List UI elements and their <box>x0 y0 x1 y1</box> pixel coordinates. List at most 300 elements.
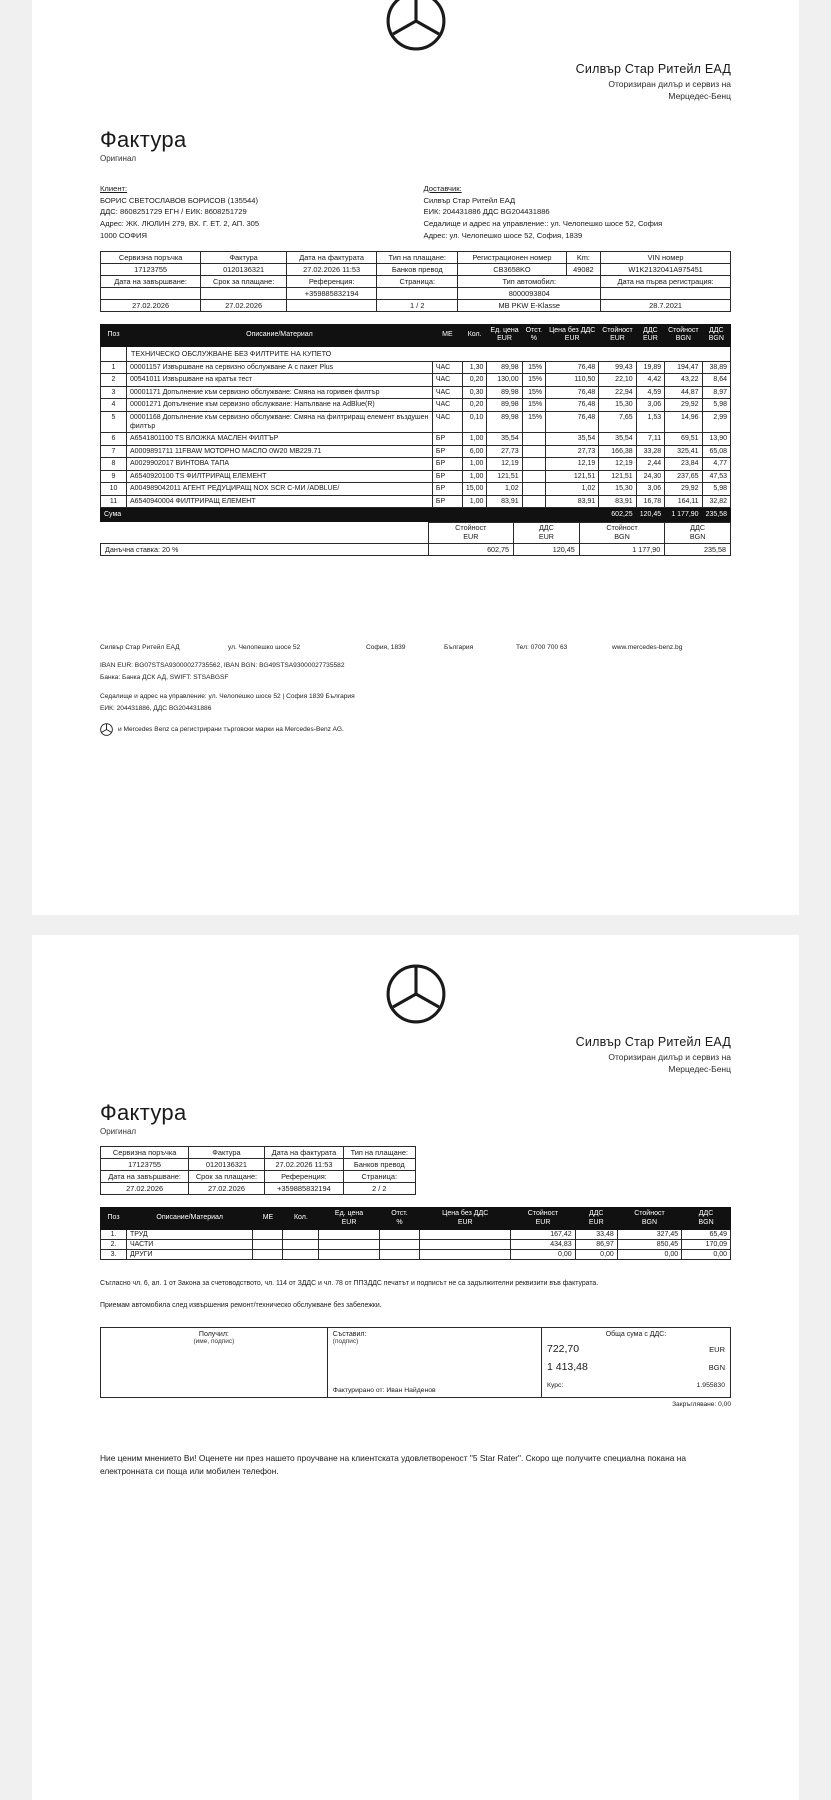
supplier-label: Доставчик: <box>423 183 462 193</box>
col-header-discount-l1: Отст. <box>525 326 543 334</box>
tax-value-bgn: 1 177,90 <box>579 543 664 555</box>
row2-price-no-vat <box>420 1230 511 1240</box>
row-value-eur: 83,91 <box>599 495 636 507</box>
footer-company: Силвър Стар Ритейл ЕАД <box>100 643 180 651</box>
meta-value-invoice: 0120136321 <box>201 263 287 275</box>
meta-value-registration: CB3658KO <box>458 263 566 275</box>
row-discount <box>522 495 545 507</box>
invoice-meta-table <box>100 251 731 312</box>
meta-header-due-date: Срок за плащане: <box>201 275 287 287</box>
row-qty: 1,00 <box>462 458 487 470</box>
row-unit: БР <box>432 483 462 495</box>
dealer-line-2: Мерцедес-Бенц <box>668 91 731 102</box>
row-qty: 0,10 <box>462 411 487 433</box>
col-header-unit-price-l2: EUR <box>497 335 512 343</box>
row-value-eur: 166,38 <box>599 445 636 457</box>
row2-unit-price <box>319 1250 380 1260</box>
row2-unit <box>253 1250 283 1260</box>
col2-header-description <box>127 1207 253 1230</box>
client-city: 1000 СОФИЯ <box>100 230 147 240</box>
composer-box[interactable] <box>327 1328 541 1398</box>
row-price-no-vat: 83,91 <box>546 495 599 507</box>
total-eur-line <box>547 1343 725 1355</box>
sum-vat-eur: 120,45 <box>636 508 664 522</box>
row2-qty <box>283 1240 319 1250</box>
meta2-header-due-date: Срок за плащане: <box>189 1170 265 1182</box>
tax-header-vat-bgn-l2: BGN <box>689 532 706 542</box>
col2-header-unit <box>253 1207 283 1230</box>
sum-value-eur: 602,25 <box>599 508 636 522</box>
row-unit: БР <box>432 433 462 445</box>
col-header-unit <box>432 324 462 347</box>
row-qty: 1,30 <box>462 361 487 373</box>
row-value-eur: 121,51 <box>599 470 636 482</box>
client-name: БОРИС СВЕТОСЛАВОВ БОРИСОВ (135544) <box>100 195 259 205</box>
meta-header-completion-date: Дата на завършване: <box>101 275 201 287</box>
row-price-no-vat: 12,19 <box>546 458 599 470</box>
meta-value-car-model: MB PKW E-Klasse <box>458 299 601 311</box>
meta2-header-row-1 <box>101 1146 416 1158</box>
row-value-bgn: 44,87 <box>665 386 702 398</box>
meta-header-reference: Референция: <box>287 275 377 287</box>
row-discount: 15% <box>522 361 545 373</box>
tax-header-value-bgn-l2: BGN <box>614 532 630 542</box>
receiver-sublabel: (име, подпис) <box>193 1338 235 1346</box>
row-pos: 1 <box>101 361 127 373</box>
col2-header-discount <box>379 1207 419 1230</box>
row-price-no-vat: 27,73 <box>546 445 599 457</box>
meta-value-payment-type: Банков превод <box>377 263 458 275</box>
signature-table <box>100 1327 731 1398</box>
row2-qty <box>283 1230 319 1240</box>
row2-value-eur: 0,00 <box>511 1250 575 1260</box>
meta-header-vin: VIN номер <box>601 251 731 263</box>
line-items-table <box>100 324 731 523</box>
row-pos: 2 <box>101 374 127 386</box>
tax-vat-eur: 120,45 <box>514 543 580 555</box>
tax-header-value-eur-l1: Стойност <box>455 523 487 533</box>
meta2-value-reference: +359885832194 <box>264 1182 343 1194</box>
row-unit-price: 89,98 <box>487 411 522 433</box>
col2-header-description-l1: Описание/Материал <box>156 1214 224 1222</box>
col-header-value-eur <box>599 324 636 347</box>
meta2-value-row-1 <box>101 1158 416 1170</box>
meta2-header-invoice-date: Дата на фактурата <box>264 1146 343 1158</box>
meta2-header-completion-date: Дата на завършване: <box>101 1170 189 1182</box>
row-unit-price: 12,19 <box>487 458 522 470</box>
row-vat-bgn: 47,53 <box>702 470 730 482</box>
row-value-eur: 12,19 <box>599 458 636 470</box>
meta2-value-completion-date: 27.02.2026 <box>101 1182 189 1194</box>
table-row <box>101 361 731 373</box>
row2-value-eur: 434,83 <box>511 1240 575 1250</box>
meta2-value-payment-type: Банков превод <box>344 1158 415 1170</box>
total-currency-eur: EUR <box>709 1345 725 1355</box>
table-row <box>101 1230 731 1240</box>
row2-qty <box>283 1250 319 1260</box>
col2-header-value-bgn-l1: Стойност <box>634 1209 665 1217</box>
page2-right-margin <box>799 935 831 1800</box>
page-subtitle-2: Оригинал <box>100 1126 137 1136</box>
tax-summary-spacer <box>101 523 429 543</box>
col-header-vat-eur-l2: EUR <box>643 335 658 343</box>
row-value-bgn: 43,22 <box>665 374 702 386</box>
col-header-vat-bgn <box>702 324 730 347</box>
table-row <box>101 495 731 507</box>
exchange-rate-value: 1.955830 <box>696 1382 725 1390</box>
col-header-pos <box>101 324 127 347</box>
customer-survey-note: Ние ценим мнението Ви! Оценете ни през нашето проучване на клиентската удовлетвореност "5 Star Rater". Скоро ще получите специална покана на електронната си поща или мобилен телефон. <box>100 1453 686 1477</box>
meta-value-first-registration: 28.7.2021 <box>601 299 731 311</box>
row-discount <box>522 470 545 482</box>
row-qty: 6,00 <box>462 445 487 457</box>
row-value-eur: 22,10 <box>599 374 636 386</box>
tax-rate-label: Данъчна ставка: 20 % <box>101 543 429 555</box>
meta-value-km: 49082 <box>566 263 601 275</box>
row-vat-eur: 4,42 <box>636 374 664 386</box>
row-value-bgn: 29,92 <box>665 399 702 411</box>
table-row <box>101 1250 731 1260</box>
col2-header-discount-l1: Отст. <box>391 1209 408 1217</box>
row-vat-eur: 3,06 <box>636 483 664 495</box>
col2-header-discount-l2: % <box>396 1218 403 1226</box>
row-vat-bgn: 8,97 <box>702 386 730 398</box>
page-right-margin <box>799 0 831 915</box>
row-qty: 1,00 <box>462 495 487 507</box>
row2-unit <box>253 1230 283 1240</box>
row-value-bgn: 237,65 <box>665 470 702 482</box>
row-value-bgn: 29,92 <box>665 483 702 495</box>
summary-items-header <box>101 1207 731 1230</box>
col-header-description <box>127 324 433 347</box>
line-items-sum-row <box>101 508 731 522</box>
meta-value-reference: +359885832194 <box>287 287 377 299</box>
line-items-body <box>101 347 731 522</box>
footer-trademark-text: и Mercedes Benz са регистрирани търговски марки на Mercedes-Benz AG. <box>118 726 344 734</box>
meta-header-row-2 <box>101 275 731 287</box>
meta2-value-row-2 <box>101 1182 416 1194</box>
row-value-bgn: 325,41 <box>665 445 702 457</box>
row-description: A6540940004 ФИЛТРИРАЩ ЕЛЕМЕНТ <box>127 495 433 507</box>
row-unit-price: 89,98 <box>487 386 522 398</box>
row-unit: ЧАС <box>432 386 462 398</box>
row-unit: БР <box>432 495 462 507</box>
row-discount: 15% <box>522 386 545 398</box>
meta-header-invoice-date: Дата на фактурата <box>287 251 377 263</box>
col2-header-vat-bgn-l2: BGN <box>698 1218 714 1226</box>
row-description: A0029902017 ВИНТОВА ТАПА <box>127 458 433 470</box>
meta-value-vin: W1K2132041A975451 <box>601 263 731 275</box>
row-vat-bgn: 32,82 <box>702 495 730 507</box>
meta-value-page: 1 / 2 <box>377 299 458 311</box>
col-header-unit-l1: ME <box>442 330 453 338</box>
receiver-label: Получил: <box>198 1331 229 1339</box>
row-price-no-vat: 76,48 <box>546 361 599 373</box>
tax-value-eur: 602,75 <box>428 543 513 555</box>
col2-header-price-no-vat <box>420 1207 511 1230</box>
page-left-margin <box>0 0 32 915</box>
brand-logo-container-2 <box>100 963 731 1025</box>
line-items-group-row <box>101 347 731 362</box>
summary-items-table <box>100 1207 731 1261</box>
total-currency-bgn: BGN <box>708 1363 725 1373</box>
dealer-name: Силвър Стар Ритейл ЕАД <box>575 1035 731 1049</box>
row-pos: 10 <box>101 483 127 495</box>
row-qty: 0,30 <box>462 386 487 398</box>
tax-header-vat-bgn-l1: ДДС <box>690 523 706 533</box>
meta2-value-service-order: 17123755 <box>101 1158 189 1170</box>
tax-summary-table <box>100 522 731 555</box>
col2-header-price-no-vat-l1: Цена без ДДС <box>442 1209 489 1217</box>
row-qty: 1,00 <box>462 433 487 445</box>
meta2-header-row-2 <box>101 1170 416 1182</box>
row2-description: ТРУД <box>127 1230 253 1240</box>
col-header-pos-l1: Поз <box>107 330 120 338</box>
meta2-value-invoice-date: 27.02.2026 11:53 <box>264 1158 343 1170</box>
row-qty: 1,00 <box>462 470 487 482</box>
group-pos-cell <box>101 347 127 362</box>
row-description: A6541801100 TS ВЛОЖКА МАСЛЕН ФИЛТЪР <box>127 433 433 445</box>
row-value-eur: 35,54 <box>599 433 636 445</box>
tax-vat-bgn: 235,58 <box>665 543 731 555</box>
row-vat-bgn: 8,64 <box>702 374 730 386</box>
meta-value-row-2b <box>101 299 731 311</box>
supplier-block <box>416 183 732 242</box>
row-value-bgn: 194,47 <box>665 361 702 373</box>
meta-header-registration: Регистрационен номер <box>458 251 566 263</box>
row-price-no-vat: 76,48 <box>546 386 599 398</box>
row-price-no-vat: 110,50 <box>546 374 599 386</box>
row-unit: ЧАС <box>432 411 462 433</box>
row-unit-price: 83,91 <box>487 495 522 507</box>
footer-street: ул. Челопешко шосе 52 <box>228 643 301 651</box>
total-box <box>541 1328 730 1398</box>
col2-header-value-bgn-l2: BGN <box>641 1218 658 1226</box>
row-vat-eur: 33,28 <box>636 445 664 457</box>
rounding-label: Закръгляване: <box>672 1401 717 1409</box>
table-row <box>101 374 731 386</box>
summary-items-header-row <box>101 1207 731 1230</box>
col-header-description-l1: Описание/Материал <box>246 330 313 338</box>
row-value-eur: 22,94 <box>599 386 636 398</box>
footer-seat: Седалище и адрес на управление: ул. Челопешко шосе 52 | София 1839 България <box>100 693 355 701</box>
col-header-value-eur-l2: EUR <box>610 335 625 343</box>
row-value-eur: 15,30 <box>599 399 636 411</box>
footer-eik: ЕИК: 204431886, ДДС BG204431886 <box>100 704 212 712</box>
row-qty: 0,20 <box>462 374 487 386</box>
col2-header-vat-bgn <box>682 1207 731 1230</box>
meta-value-due-date: 27.02.2026 <box>201 299 287 311</box>
row-unit-price: 130,00 <box>487 374 522 386</box>
row2-pos: 3. <box>101 1250 127 1260</box>
row-unit: БР <box>432 445 462 457</box>
footer-contact-row <box>100 642 731 654</box>
tax-summary-value-row <box>101 543 731 555</box>
row-description: 00001168 Допълнение към сервизно обслужване: Смяна на филтриращ елемент въздушен филтър <box>127 411 433 433</box>
col2-header-unit-price <box>319 1207 380 1230</box>
footer-iban: IBAN EUR: BG07STSA93000027735562, IBAN BGN: BG49STSA93000027735582 <box>100 662 345 670</box>
row2-description: ДРУГИ <box>127 1250 253 1260</box>
row-description: A0009891711 11FBAW МОТОРНО МАСЛО 0W20 MB229.71 <box>127 445 433 457</box>
sum-vat-bgn: 235,58 <box>702 508 730 522</box>
row-pos: 11 <box>101 495 127 507</box>
meta-header-row-1 <box>101 251 731 263</box>
row-discount <box>522 458 545 470</box>
table-row <box>101 386 731 398</box>
row-unit-price: 35,54 <box>487 433 522 445</box>
total-amount-bgn: 1 413,48 <box>546 1361 588 1374</box>
col2-header-unit-price-l2: EUR <box>341 1218 357 1226</box>
col-header-price-no-vat-l1: Цена без ДДС <box>549 326 596 334</box>
row2-value-eur: 167,42 <box>511 1230 575 1240</box>
invoice-page-2 <box>0 935 831 1800</box>
summary-items-body <box>101 1230 731 1260</box>
dealer-block <box>100 60 731 103</box>
row2-pos: 2. <box>101 1240 127 1250</box>
tax-header-value-eur <box>428 523 513 543</box>
footer-country: България <box>444 643 474 651</box>
col-header-price-no-vat-l2: EUR <box>564 335 580 343</box>
col-header-vat-eur-l1: ДДС <box>643 326 658 334</box>
page-subtitle: Оригинал <box>100 153 137 163</box>
meta-spacer-page <box>377 287 458 299</box>
meta-header-service-order: Сервизна поръчка <box>101 251 201 263</box>
row2-vat-eur: 86,97 <box>575 1240 617 1250</box>
row-value-eur: 7,65 <box>599 411 636 433</box>
row-vat-bgn: 4,77 <box>702 458 730 470</box>
table-row <box>101 445 731 457</box>
col2-header-vat-eur-l1: ДДС <box>588 1209 604 1217</box>
col2-header-qty <box>283 1207 319 1230</box>
row-unit-price: 89,98 <box>487 361 522 373</box>
row2-unit-price <box>319 1240 380 1250</box>
footer-phone: Тел: 0700 700 63 <box>516 643 568 651</box>
row-price-no-vat: 35,54 <box>546 433 599 445</box>
row-description: A004989042011 АГЕНТ РЕДУЦИРАЩ NOX SCR C-МИ /ADBLUE/ <box>127 483 433 495</box>
supplier-address: Адрес: ул. Челопешко шосе 52, София, 1839 <box>423 230 583 240</box>
dealer-block-2 <box>100 1033 731 1076</box>
mercedes-benz-star-icon <box>385 963 447 1025</box>
meta-spacer-completion <box>101 287 201 299</box>
row-vat-bgn: 2,99 <box>702 411 730 433</box>
col2-header-value-eur-l1: Стойност <box>527 1209 559 1217</box>
row-description: 00541011 Извършване на кратък тест <box>127 374 433 386</box>
meta-header-km: Km: <box>566 251 601 263</box>
col-header-value-bgn-l2: BGN <box>675 335 691 343</box>
meta2-value-due-date: 27.02.2026 <box>189 1182 265 1194</box>
page-footer <box>100 642 731 737</box>
meta2-header-payment-type: Тип на плащане: <box>344 1146 415 1158</box>
row-vat-bgn: 5,98 <box>702 483 730 495</box>
line-items-header-row <box>101 324 731 347</box>
col-header-discount-l2: % <box>530 335 537 343</box>
invoiced-by: Фактурирано от: Иван Найденов <box>332 1387 436 1395</box>
table-row <box>101 458 731 470</box>
table-row <box>101 411 731 433</box>
dealer-line-2: Мерцедес-Бенц <box>668 1064 731 1075</box>
footer-bank: Банка: Банка ДСК АД, SWIFT: STSABGSF <box>100 673 229 681</box>
row-unit: БР <box>432 470 462 482</box>
tax-header-vat-eur-l1: ДДС <box>538 523 554 533</box>
meta-header-car-type: Тип автомобил: <box>458 275 601 287</box>
meta-value-row-2a <box>101 287 731 299</box>
row-qty: 15,00 <box>462 483 487 495</box>
row-discount: 15% <box>522 374 545 386</box>
col-header-value-eur-l1: Стойност <box>602 326 633 334</box>
meta-header-payment-type: Тип на плащане: <box>377 251 458 263</box>
row2-value-bgn: 0,00 <box>617 1250 681 1260</box>
row-vat-eur: 3,06 <box>636 399 664 411</box>
col2-header-price-no-vat-l2: EUR <box>457 1218 473 1226</box>
row2-pos: 1. <box>101 1230 127 1240</box>
col2-header-qty-l1: Кол. <box>293 1214 308 1222</box>
rounding-line <box>100 1401 731 1408</box>
dealer-name: Силвър Стар Ритейл ЕАД <box>575 62 731 76</box>
exchange-rate-label: Курс: <box>546 1382 564 1390</box>
row2-unit <box>253 1240 283 1250</box>
tax-summary-header-row <box>101 523 731 543</box>
tax-header-vat-eur-l2: EUR <box>538 532 554 542</box>
row-pos: 8 <box>101 458 127 470</box>
col2-header-pos <box>101 1207 127 1230</box>
row-pos: 7 <box>101 445 127 457</box>
row-value-bgn: 23,84 <box>665 458 702 470</box>
row-vat-eur: 16,78 <box>636 495 664 507</box>
row-discount: 15% <box>522 411 545 433</box>
table-row <box>101 470 731 482</box>
table-row <box>101 483 731 495</box>
col2-header-unit-price-l1: Ед. цена <box>334 1209 364 1217</box>
client-block <box>100 183 416 242</box>
table-row <box>101 433 731 445</box>
row-description: 00001171 Допълнение към сервизно обслужване: Смяна на горивен филтър <box>127 386 433 398</box>
row-vat-bgn: 5,98 <box>702 399 730 411</box>
meta-value-car-type-code: 8000093804 <box>458 287 601 299</box>
footer-website[interactable]: www.mercedes-benz.bg <box>612 643 683 651</box>
meta2-header-invoice: Фактура <box>189 1146 265 1158</box>
col-header-discount <box>522 324 545 347</box>
page-separator <box>0 915 831 935</box>
meta-spacer-firstreg <box>601 287 731 299</box>
client-address: Адрес: ЖК. ЛЮЛИН 279, ВХ. Г. ЕТ. 2, АП. 305 <box>100 219 260 229</box>
row-vat-bgn: 65,08 <box>702 445 730 457</box>
row2-price-no-vat <box>420 1250 511 1260</box>
col-header-unit-price <box>487 324 522 347</box>
line-items-header <box>101 324 731 347</box>
sum-label: Сума <box>101 508 599 522</box>
row-discount <box>522 483 545 495</box>
row-value-bgn: 164,11 <box>665 495 702 507</box>
client-tax-id: ДДС: 8608251729 ЕГН / ЕИК: 8608251729 <box>100 207 247 217</box>
meta-value-service-order: 17123755 <box>101 263 201 275</box>
row-discount <box>522 445 545 457</box>
col2-header-pos-l1: Поз <box>107 1214 120 1222</box>
row-vat-eur: 4,59 <box>636 386 664 398</box>
total-label: Обща сума с ДДС: <box>605 1331 667 1339</box>
page-title-2: Фактура <box>100 1099 187 1125</box>
meta2-header-service-order: Сервизна поръчка <box>101 1146 189 1158</box>
col-header-vat-bgn-l1: ДДС <box>709 326 724 334</box>
col-header-vat-eur <box>636 324 664 347</box>
supplier-name: Силвър Стар Ритейл ЕАД <box>423 195 516 205</box>
dealer-line-1: Оторизиран дилър и сервиз на <box>608 79 731 90</box>
legal-note-2: Приемам автомобила след извършения ремонт/техническо обслужване без забележки. <box>100 1301 382 1309</box>
col-header-value-bgn-l1: Стойност <box>668 326 699 334</box>
receiver-box[interactable] <box>101 1328 328 1398</box>
row2-vat-eur: 33,48 <box>575 1230 617 1240</box>
row2-value-bgn: 327,45 <box>617 1230 681 1240</box>
row2-vat-bgn: 65,49 <box>682 1230 731 1240</box>
